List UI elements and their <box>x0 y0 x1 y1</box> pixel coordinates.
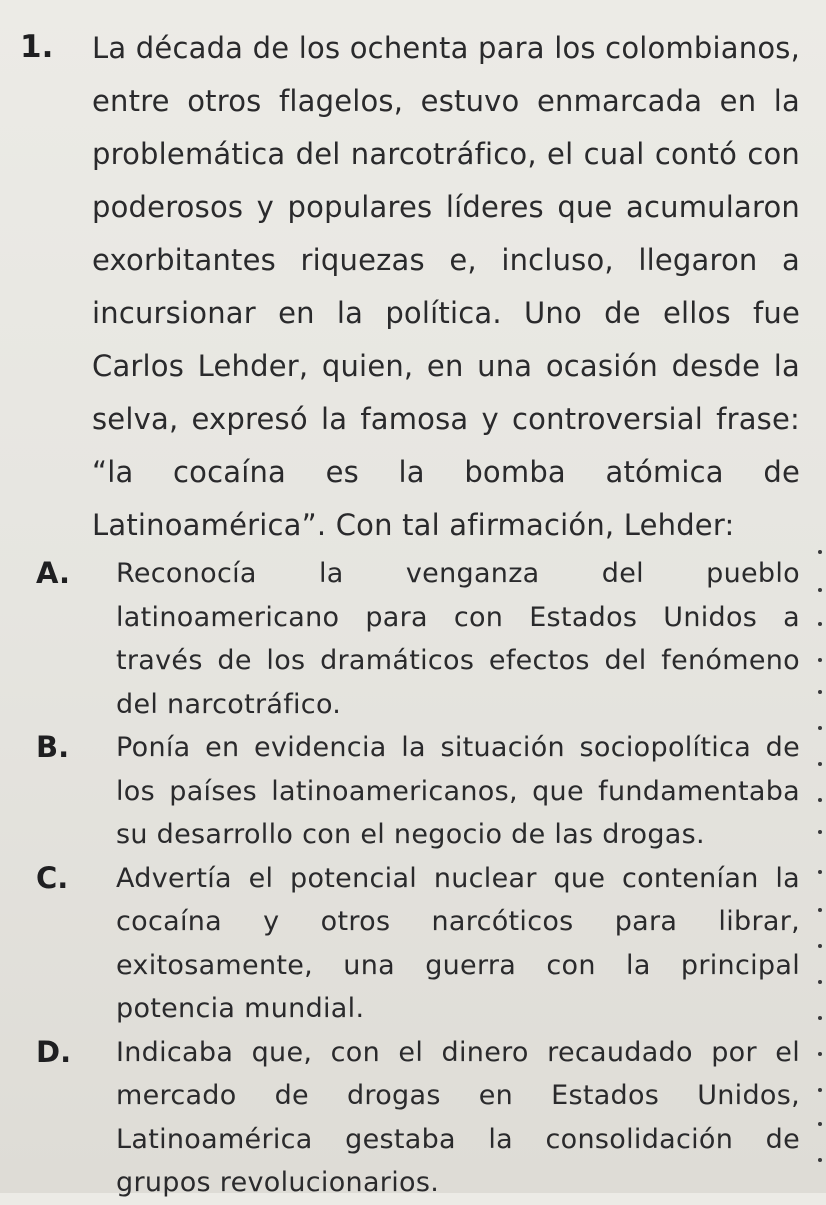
option-a-text: Reconocía la venganza del pueblo latinoamericano para con Estados Unidos a través de los dramáticos efectos del fenómeno del narcotráfico. <box>116 558 800 720</box>
margin-dot <box>818 1122 822 1126</box>
margin-dot <box>818 762 822 766</box>
margin-dot <box>818 1016 822 1020</box>
question-number: 1. <box>20 29 54 65</box>
margin-dot <box>818 908 822 912</box>
question-block <box>20 22 800 552</box>
option-c[interactable] <box>36 857 800 1031</box>
option-b-text: Ponía en evidencia la situación sociopolítica de los países latinoamericanos, que fundamentaba su desarrollo con el negocio de las drogas. <box>116 732 800 850</box>
question-text: La década de los ochenta para los colombianos, entre otros flagelos, estuvo enmarcada en la problemática del narcotráfico, el cual contó con poderosos y populares líderes que acumularon exorbitantes riquezas e, incluso, llegaron a incursionar en la política. Uno de ellos fue Carlos Lehder, quien, en una ocasión desde la selva, expresó la famosa y controversial frase: “la cocaína es la bomba atómica de Latinoamérica”. Con tal afirmación, Lehder: <box>92 31 800 542</box>
margin-dot <box>818 980 822 984</box>
margin-dot <box>818 588 822 592</box>
option-c-letter: C. <box>36 860 69 895</box>
margin-dot-column <box>812 540 826 1190</box>
answer-options <box>36 552 800 1205</box>
option-d-text: Indicaba que, con el dinero recaudado por el mercado de drogas en Estados Unidos, Latinoamérica gestaba la consolidación de grupos revolucionarios. <box>116 1036 800 1198</box>
margin-dot <box>818 798 822 802</box>
option-d[interactable] <box>36 1031 800 1205</box>
margin-dot <box>818 550 822 554</box>
margin-dot <box>818 1158 822 1162</box>
option-c-text: Advertía el potencial nuclear que contenían la cocaína y otros narcóticos para librar, exitosamente, una guerra con la principal potencia mundial. <box>116 862 800 1024</box>
margin-dot <box>818 944 822 948</box>
option-a[interactable] <box>36 552 800 726</box>
option-d-letter: D. <box>36 1034 72 1069</box>
option-b-letter: B. <box>36 730 70 764</box>
margin-dot <box>818 726 822 730</box>
margin-dot <box>818 830 822 834</box>
margin-dot <box>818 870 822 874</box>
margin-dot <box>818 1052 822 1056</box>
option-b[interactable] <box>36 726 800 857</box>
option-a-letter: A. <box>36 556 70 590</box>
margin-dot <box>818 622 822 626</box>
margin-dot <box>818 658 822 662</box>
margin-dot <box>818 1088 822 1092</box>
margin-dot <box>818 690 822 694</box>
